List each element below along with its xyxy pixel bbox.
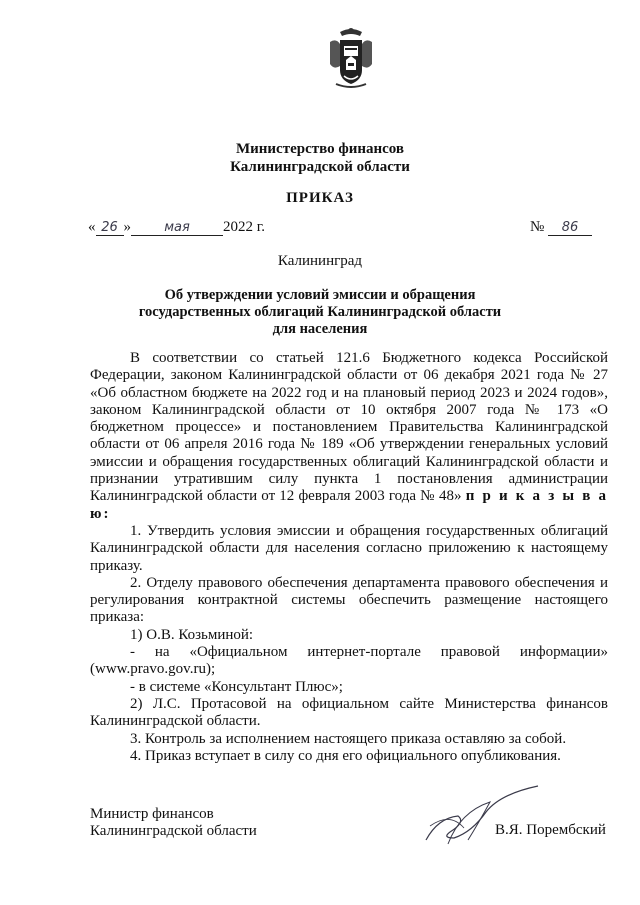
date-open-quote: « xyxy=(88,219,96,235)
intro-text: В соответствии со статьей 121.6 Бюджетного кодекса Российской Федерации, законом Калининградской области от 06 декабря 2021 года № 27 «Об областном бюджете на 2022 год и на плановый период 2023 и 2024 годов», законом Калининградской области от 10 октября 2007 года № 173 «О бюджетном процессе» и постановлением Правительства Калининградской области от 06 апреля 2016 года № 189 «Об утверждении генеральных условий эмиссии и обращения государственных облигаций Калининградской области и признании утратившим силу пункта 1 постановления администрации Калининградской области от 12 февраля 2003 года № 48» xyxy=(90,350,608,505)
item-2-1: 1) О.В. Козьминой: xyxy=(130,626,254,643)
order-word: п р и к а з ы в а ю: xyxy=(90,488,608,522)
ministry-line-2: Калининградской области xyxy=(230,159,410,175)
date-close-quote: » xyxy=(123,219,131,235)
item-3: 3. Контроль за исполнением настоящего приказа оставляю за собой. xyxy=(130,730,567,747)
order-body xyxy=(90,350,608,765)
kaliningrad-coat-of-arms-icon xyxy=(326,26,376,90)
item-2-1-a: - на «Официальном интернет-портале правовой информации» (www.pravo.gov.ru); xyxy=(90,644,608,678)
date-year: 2022 г. xyxy=(223,219,265,235)
number-sign: № xyxy=(530,219,545,235)
position-line-1: Министр финансов xyxy=(90,806,214,822)
position-line-2: Калининградской области xyxy=(90,823,257,839)
heading-line-2: государственных облигаций Калининградской области xyxy=(138,304,502,320)
item-2-2: 2) Л.С. Протасовой на официальном сайте Министерства финансов Калининградской области. xyxy=(90,695,608,730)
item-1: 1. Утвердить условия эмиссии и обращения государственных облигаций Калининградской области для населения согласно приложению к настоящему приказу. xyxy=(90,522,608,574)
date-month: мая xyxy=(131,221,223,236)
handwritten-signature xyxy=(420,782,550,852)
order-heading xyxy=(0,287,640,338)
date-day: 26 xyxy=(96,221,124,236)
signatory-position xyxy=(90,806,257,840)
ministry-line-1: Министерство финансов xyxy=(235,141,405,157)
heading-line-1: Об утверждении условий эмиссии и обращения xyxy=(164,287,476,303)
number-value: 86 xyxy=(548,221,592,236)
heading-line-3: для населения xyxy=(272,321,368,337)
item-2-1-b: - в системе «Консультант Плюс»; xyxy=(130,678,343,695)
order-title: ПРИКАЗ xyxy=(286,190,354,206)
order-date xyxy=(88,219,265,236)
order-number xyxy=(530,219,592,236)
city-name: Калининград xyxy=(277,253,363,269)
item-4: 4. Приказ вступает в силу со дня его официального опубликования. xyxy=(130,747,561,764)
ministry-name xyxy=(0,140,640,176)
item-2: 2. Отделу правового обеспечения департамента правового обеспечения и регулирования контрактной системы обеспечить размещение настоящего приказа: xyxy=(90,574,608,626)
signatory-name: В.Я. Порембский xyxy=(495,822,606,838)
intro-paragraph xyxy=(90,350,608,523)
